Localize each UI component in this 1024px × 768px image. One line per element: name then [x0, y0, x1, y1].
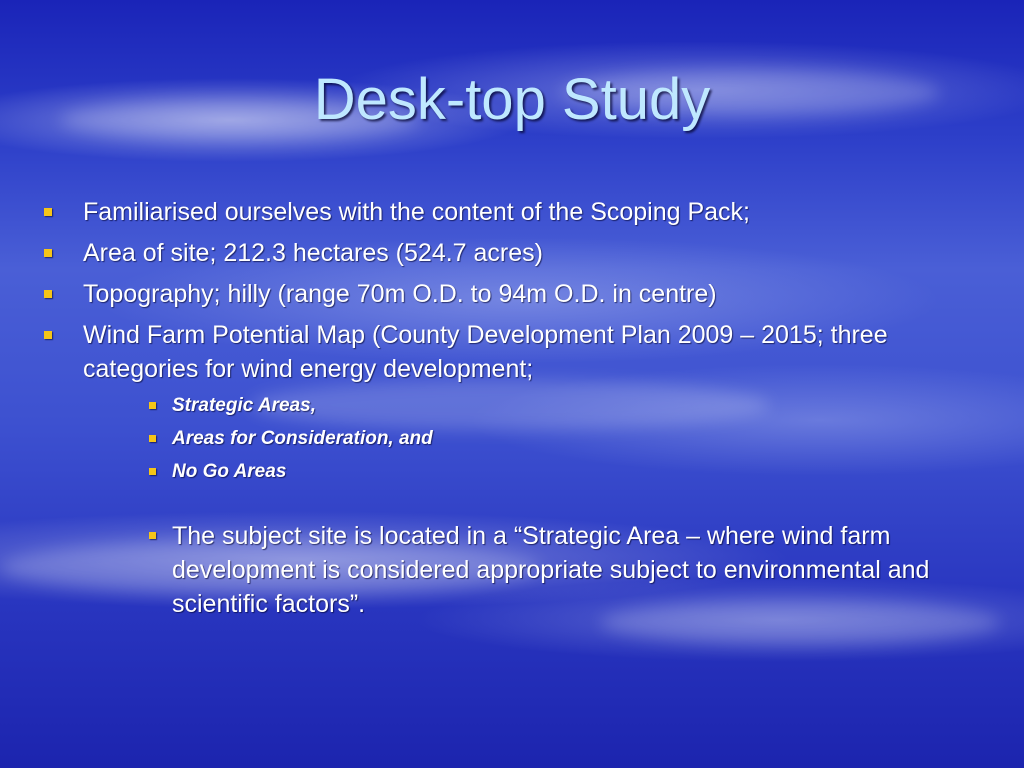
sub-list-item	[44, 459, 984, 485]
bullet-text: Topography; hilly (range 70m O.D. to 94m O.D. in centre)	[83, 280, 717, 308]
bullet-text: Familiarised ourselves with the content of the Scoping Pack;	[83, 198, 751, 226]
square-bullet-icon	[44, 331, 52, 339]
bullet-list	[44, 195, 984, 386]
square-bullet-icon	[149, 468, 156, 475]
sub-bullet-text: Areas for Consideration, and	[172, 428, 433, 449]
square-bullet-icon	[44, 249, 52, 257]
conclusion-item	[44, 519, 984, 621]
square-bullet-icon	[149, 402, 156, 409]
bullet-text: Wind Farm Potential Map (County Development Plan 2009 – 2015; three categories for wind energy development;	[83, 321, 888, 383]
sub-bullet-text: Strategic Areas,	[172, 395, 316, 416]
square-bullet-icon	[149, 532, 156, 539]
slide-content	[44, 195, 984, 621]
bullet-text: Area of site; 212.3 hectares (524.7 acres)	[83, 239, 543, 267]
slide-title: Desk-top Study	[313, 67, 711, 132]
list-item	[44, 318, 984, 386]
conclusion-text: The subject site is located in a “Strategic Area – where wind farm development is considered appropriate subject to environmental and scientific factors”.	[172, 522, 930, 618]
square-bullet-icon	[44, 290, 52, 298]
sub-list-item	[44, 393, 984, 419]
sub-list-item	[44, 426, 984, 452]
list-item	[44, 195, 984, 229]
list-item	[44, 277, 984, 311]
sub-bullet-text: No Go Areas	[172, 461, 287, 482]
square-bullet-icon	[44, 208, 52, 216]
square-bullet-icon	[149, 435, 156, 442]
list-item	[44, 236, 984, 270]
sub-bullet-list	[44, 393, 984, 485]
